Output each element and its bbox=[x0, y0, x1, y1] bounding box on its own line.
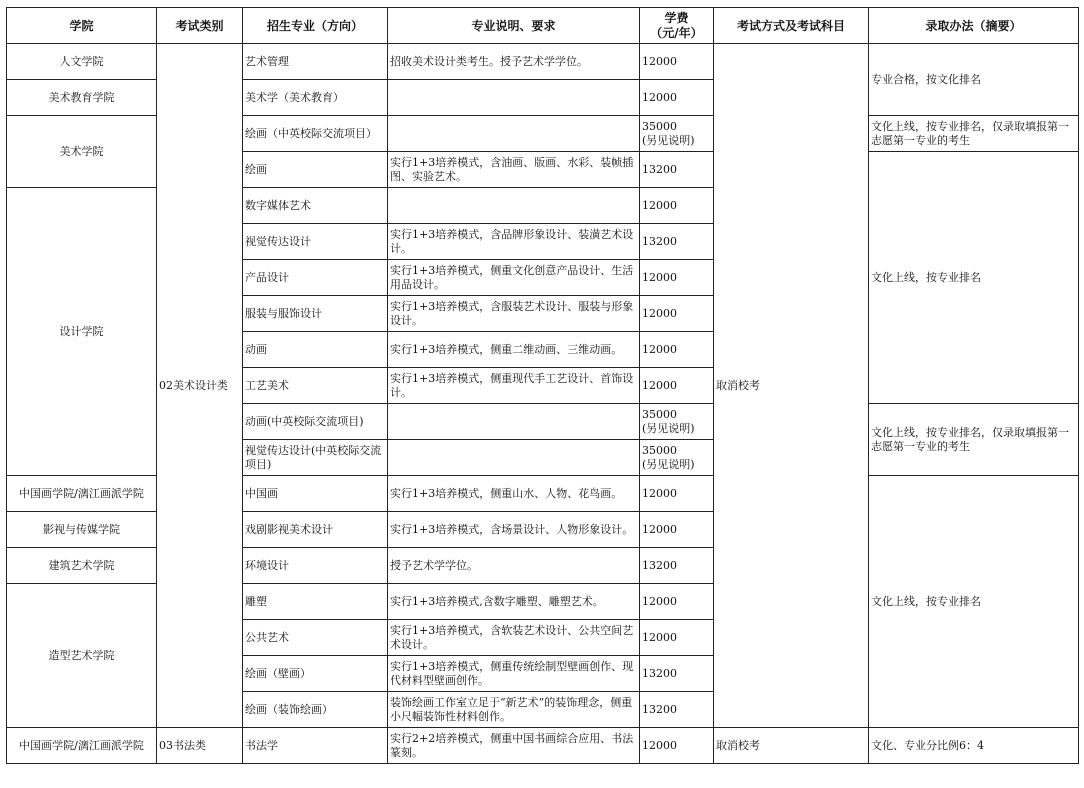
admission-cell: 文化上线，按专业排名，仅录取填报第一志愿第一专业的考生 bbox=[869, 404, 1079, 476]
fee-cell: 13200 bbox=[640, 548, 714, 584]
major-cell: 环境设计 bbox=[243, 548, 388, 584]
desc-cell: 实行1+3培养模式，含服装艺术设计、服装与形象设计。 bbox=[388, 296, 640, 332]
fee-cell: 12000 bbox=[640, 476, 714, 512]
header-major: 招生专业（方向） bbox=[243, 8, 388, 44]
enrollment-table bbox=[6, 7, 1079, 764]
major-cell: 公共艺术 bbox=[243, 620, 388, 656]
major-cell: 绘画 bbox=[243, 152, 388, 188]
major-cell: 艺术管理 bbox=[243, 44, 388, 80]
fee-cell: 12000 bbox=[640, 80, 714, 116]
desc-cell: 实行1+3培养模式，含场景设计、人物形象设计。 bbox=[388, 512, 640, 548]
fee-cell: 12000 bbox=[640, 188, 714, 224]
major-cell: 数字媒体艺术 bbox=[243, 188, 388, 224]
table-row bbox=[7, 44, 1079, 80]
exam-cell: 取消校考 bbox=[714, 44, 869, 728]
major-cell: 视觉传达设计(中英校际交流项目) bbox=[243, 440, 388, 476]
major-cell: 绘画（中英校际交流项目） bbox=[243, 116, 388, 152]
fee-cell: 12000 bbox=[640, 728, 714, 764]
fee-cell: 13200 bbox=[640, 224, 714, 260]
category-cell: 03书法类 bbox=[157, 728, 243, 764]
desc-cell: 实行1+3培养模式，含品牌形象设计、装潢艺术设计。 bbox=[388, 224, 640, 260]
fee-cell: 13200 bbox=[640, 692, 714, 728]
fee-cell: 13200 bbox=[640, 152, 714, 188]
desc-cell: 实行1+3培养模式，含软装艺术设计、公共空间艺术设计。 bbox=[388, 620, 640, 656]
admission-cell: 文化上线，按专业排名，仅录取填报第一志愿第一专业的考生 bbox=[869, 116, 1079, 152]
fee-cell: 35000 (另见说明) bbox=[640, 116, 714, 152]
college-cell: 中国画学院/漓江画派学院 bbox=[7, 476, 157, 512]
desc-cell: 实行1+3培养模式，含油画、版画、水彩、装帧插图、实验艺术。 bbox=[388, 152, 640, 188]
desc-cell: 装饰绘画工作室立足于“新艺术”的装饰理念，侧重小尺幅装饰性材料创作。 bbox=[388, 692, 640, 728]
college-cell: 人文学院 bbox=[7, 44, 157, 80]
desc-cell bbox=[388, 116, 640, 152]
header-description: 专业说明、要求 bbox=[388, 8, 640, 44]
desc-cell: 授予艺术学学位。 bbox=[388, 548, 640, 584]
major-cell: 视觉传达设计 bbox=[243, 224, 388, 260]
exam-cell: 取消校考 bbox=[714, 728, 869, 764]
desc-cell: 招收美术设计类考生。授予艺术学学位。 bbox=[388, 44, 640, 80]
admission-cell: 文化上线，按专业排名 bbox=[869, 476, 1079, 728]
header-college: 学院 bbox=[7, 8, 157, 44]
college-cell: 美术教育学院 bbox=[7, 80, 157, 116]
college-cell: 设计学院 bbox=[7, 188, 157, 476]
fee-cell: 35000 (另见说明) bbox=[640, 404, 714, 440]
major-cell: 工艺美术 bbox=[243, 368, 388, 404]
header-category: 考试类别 bbox=[157, 8, 243, 44]
desc-cell: 实行1+3培养模式，侧重现代手工艺设计、首饰设计。 bbox=[388, 368, 640, 404]
college-cell: 影视与传媒学院 bbox=[7, 512, 157, 548]
admission-cell: 文化、专业分比例6：4 bbox=[869, 728, 1079, 764]
major-cell: 绘画（装饰绘画） bbox=[243, 692, 388, 728]
admission-cell: 文化上线，按专业排名 bbox=[869, 152, 1079, 404]
header-exam: 考试方式及考试科目 bbox=[714, 8, 869, 44]
major-cell: 绘画（壁画） bbox=[243, 656, 388, 692]
fee-cell: 12000 bbox=[640, 260, 714, 296]
fee-cell: 13200 bbox=[640, 656, 714, 692]
college-cell: 中国画学院/漓江画派学院 bbox=[7, 728, 157, 764]
table-row bbox=[7, 728, 1079, 764]
category-cell: 02美术设计类 bbox=[157, 44, 243, 728]
header-row bbox=[7, 8, 1079, 44]
desc-cell: 实行1+3培养模式，侧重传统绘制型壁画创作、现代材料型壁画创作。 bbox=[388, 656, 640, 692]
header-admission: 录取办法（摘要） bbox=[869, 8, 1079, 44]
fee-cell: 12000 bbox=[640, 368, 714, 404]
major-cell: 服装与服饰设计 bbox=[243, 296, 388, 332]
fee-cell: 12000 bbox=[640, 620, 714, 656]
desc-cell bbox=[388, 188, 640, 224]
major-cell: 产品设计 bbox=[243, 260, 388, 296]
desc-cell bbox=[388, 80, 640, 116]
major-cell: 戏剧影视美术设计 bbox=[243, 512, 388, 548]
college-cell: 造型艺术学院 bbox=[7, 584, 157, 728]
header-fee: 学费 （元/年） bbox=[640, 8, 714, 44]
desc-cell: 实行1+3培养模式，侧重文化创意产品设计、生活用品设计。 bbox=[388, 260, 640, 296]
desc-cell: 实行1+3培养模式，侧重山水、人物、花鸟画。 bbox=[388, 476, 640, 512]
desc-cell: 实行2+2培养模式，侧重中国书画综合应用、书法篆刻。 bbox=[388, 728, 640, 764]
fee-cell: 12000 bbox=[640, 512, 714, 548]
fee-cell: 12000 bbox=[640, 332, 714, 368]
college-cell: 美术学院 bbox=[7, 116, 157, 188]
major-cell: 美术学（美术教育） bbox=[243, 80, 388, 116]
fee-cell: 35000 (另见说明) bbox=[640, 440, 714, 476]
desc-cell: 实行1+3培养模式，侧重二维动画、三维动画。 bbox=[388, 332, 640, 368]
desc-cell bbox=[388, 440, 640, 476]
major-cell: 动画 bbox=[243, 332, 388, 368]
desc-cell bbox=[388, 404, 640, 440]
fee-cell: 12000 bbox=[640, 584, 714, 620]
major-cell: 雕塑 bbox=[243, 584, 388, 620]
major-cell: 中国画 bbox=[243, 476, 388, 512]
college-cell: 建筑艺术学院 bbox=[7, 548, 157, 584]
major-cell: 书法学 bbox=[243, 728, 388, 764]
fee-cell: 12000 bbox=[640, 44, 714, 80]
admission-cell: 专业合格，按文化排名 bbox=[869, 44, 1079, 116]
major-cell: 动画(中英校际交流项目) bbox=[243, 404, 388, 440]
fee-cell: 12000 bbox=[640, 296, 714, 332]
desc-cell: 实行1+3培养模式,含数字雕塑、雕塑艺术。 bbox=[388, 584, 640, 620]
